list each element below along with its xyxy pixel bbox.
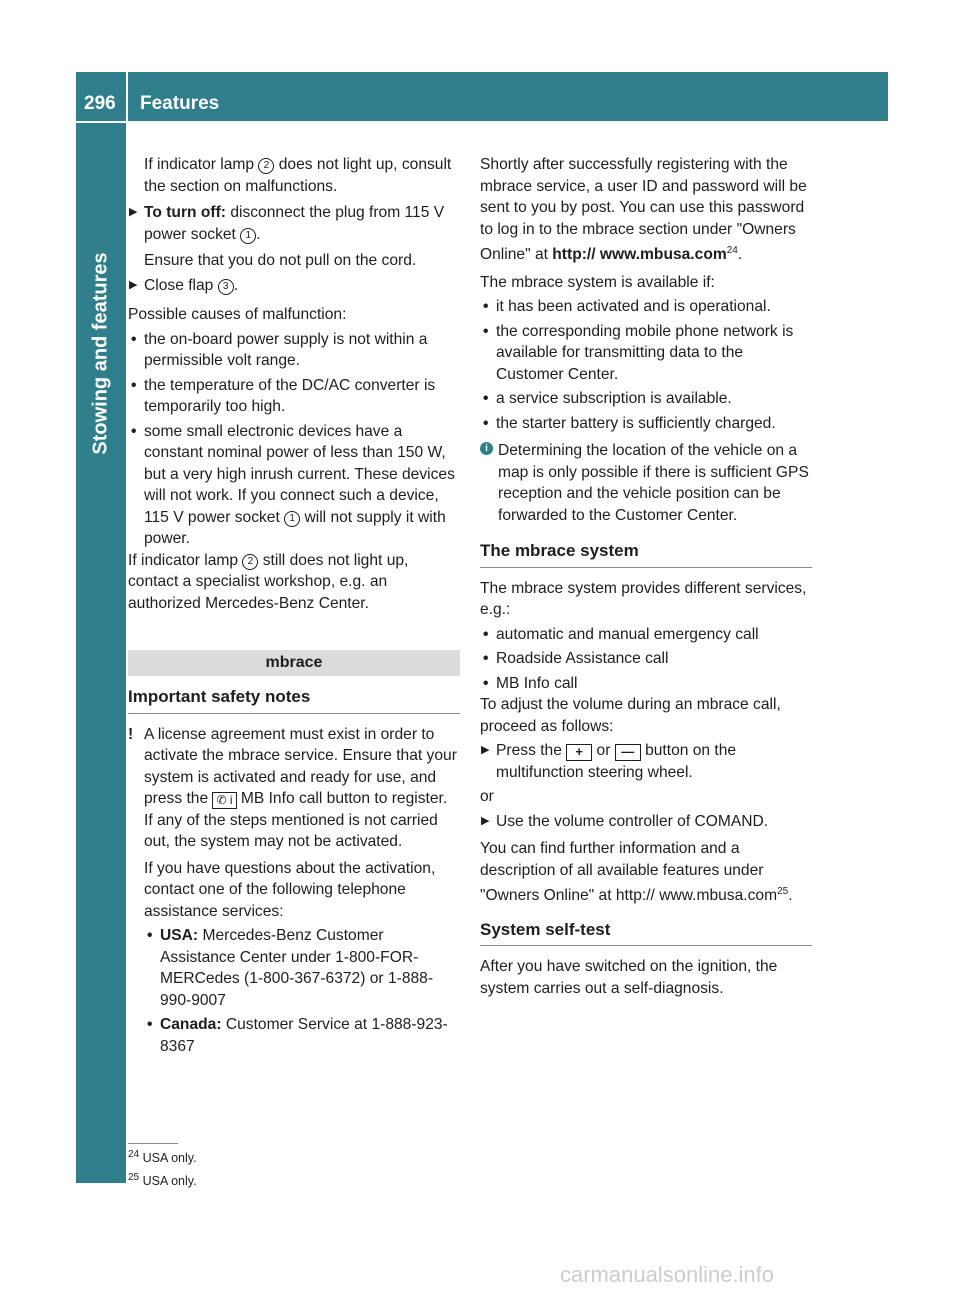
services-intro: The mbrace system provides different services, e.g.: (480, 579, 807, 619)
side-tab-label: Stowing and features (89, 251, 112, 455)
bullet-icon: • (147, 927, 153, 944)
bullet-icon: • (131, 330, 137, 348)
plus-button-icon: + (566, 744, 592, 761)
header-bar (128, 72, 888, 121)
step-press-button: ▶ Press the + or — button on the multifunction steering wheel. (481, 742, 737, 781)
phone-info-icon: ✆ i (212, 792, 236, 809)
callout-2: 2 (242, 554, 258, 570)
cause-item: • the on-board power supply is not within a permissible volt range. (131, 330, 428, 369)
watermark: carmanualsonline.info (560, 1262, 775, 1287)
bullet-icon: • (483, 322, 489, 340)
heading-safety-notes: Important safety notes (128, 686, 460, 714)
warning-note: ! A license agreement must exist in order to activate the mbrace service. Ensure that your system is activated and ready for use, and press the ✆ i MB Info call button to register. If any of the steps mentioned is not carried out, the system may not be activated. If you have questions about the activation, contact one of the following telephone assistance services: • USA: Mercedes-Benz Customer Assistance Center under 1-800-FOR-MERCedes (1-800-367-6372) or 1-888-990-9007 • Canada: Customer Service at 1-888-923-8367 (128, 724, 460, 1058)
registration-paragraph: Shortly after successfully registering with the mbrace service, a user ID and password will be sent to you by post. You can use this password to log in to the mbrace section under "Owners Online" at http:// www.mbusa.com$^{24}$. (480, 156, 807, 264)
step-note: Ensure that you do not pull on the cord. (144, 252, 417, 269)
avail-item: • a service subscription is available. (480, 388, 812, 410)
service-item: • automatic and manual emergency call (480, 624, 812, 646)
further-info: You can find further information and a description of all available features under "Owners Online" at http:// www.mbusa.com$^{25}$. (480, 840, 793, 905)
volume-intro: To adjust the volume during an mbrace call, proceed as follows: (480, 696, 781, 735)
heading-mbrace-system: The mbrace system (480, 540, 812, 568)
step-arrow-icon: ▶ (129, 278, 138, 291)
info-icon: i (480, 442, 493, 455)
bullet-icon: • (483, 298, 489, 316)
avail-item: • the starter battery is sufficiently charged. (480, 413, 812, 435)
url-link[interactable]: http:// www.mbusa.com (552, 246, 727, 264)
service-usa: • USA: Mercedes-Benz Customer Assistance Center under 1-800-FOR-MERCedes (1-800-367-6372) or 1-888-990-9007 (147, 927, 434, 1009)
causes-title: Possible causes of malfunction: (128, 306, 347, 323)
bullet-icon: • (131, 422, 137, 440)
cause-item: • some small electronic devices have a constant nominal power of less than 150 W, but a very high inrush current. These devices will not work. If you connect such a device, 115 V power socket 1 will not supply it with power. (131, 422, 455, 547)
bullet-icon: • (483, 650, 489, 668)
warning-paragraph: If you have questions about the activation, contact one of the following telephone assistance services: (144, 859, 436, 920)
heading-self-test: System self-test (480, 919, 812, 947)
step-arrow-icon: ▶ (481, 814, 490, 827)
footnote: $^{25}$ USA only. (128, 1172, 197, 1189)
footnote: $^{24}$ USA only. (128, 1149, 197, 1166)
cause-item: • the temperature of the DC/AC converter is temporarily too high. (131, 376, 436, 415)
bullet-icon: • (483, 414, 489, 432)
left-column (128, 154, 460, 1057)
bullet-icon: • (147, 1016, 153, 1033)
info-note: i Determining the location of the vehicle on a map is only possible if there is sufficient GPS reception and the vehicle position can be forwarded to the Customer Center. (480, 440, 812, 526)
callout-2: 2 (258, 158, 274, 174)
step-close-flap: ▶ Close flap 3 . (128, 275, 460, 297)
service-item: • MB Info call (480, 673, 812, 695)
section-band: mbrace (128, 650, 460, 676)
indicator-end-paragraph: If indicator lamp 2 still does not light up, contact a specialist workshop, e.g. an authorized Mercedes-Benz Center. (128, 551, 409, 612)
callout-3: 3 (218, 279, 234, 295)
avail-title: The mbrace system is available if: (480, 273, 715, 291)
side-tab-label-wrap (88, 123, 114, 583)
step-arrow-icon: ▶ (129, 206, 138, 218)
page-number: 296 (84, 93, 116, 114)
bullet-icon: • (131, 376, 137, 394)
service-canada: • Canada: Customer Service at 1-888-923-8367 (147, 1016, 448, 1055)
minus-button-icon: — (615, 744, 641, 761)
avail-item: • it has been activated and is operational. (480, 296, 812, 318)
page-title: Features (140, 93, 220, 114)
service-item: • Roadside Assistance call (480, 648, 812, 670)
callout-1: 1 (284, 511, 300, 527)
right-column (480, 154, 812, 999)
or-text: or (480, 788, 494, 806)
callout-1: 1 (240, 228, 256, 244)
step-turn-off: ▶ To turn off: disconnect the plug from 115 V power socket 1 . Ensure that you do not pull on the cord. (128, 202, 460, 272)
bullet-icon: • (483, 390, 489, 408)
footnotes (128, 1145, 197, 1191)
selftest-paragraph: After you have switched on the ignition, the system carries out a self-diagnosis. (480, 958, 778, 997)
step-arrow-icon: ▶ (481, 744, 490, 757)
footnote-rule (128, 1143, 178, 1144)
exclamation-icon: ! (128, 725, 134, 743)
avail-item: • the corresponding mobile phone network is available for transmitting data to the Customer Center. (483, 322, 794, 383)
indicator-paragraph: If indicator lamp 2 does not light up, consult the section on malfunctions. (144, 156, 452, 195)
step-comand: ▶ Use the volume controller of COMAND. (480, 811, 812, 833)
bullet-icon: • (483, 674, 489, 692)
bullet-icon: • (483, 625, 489, 643)
